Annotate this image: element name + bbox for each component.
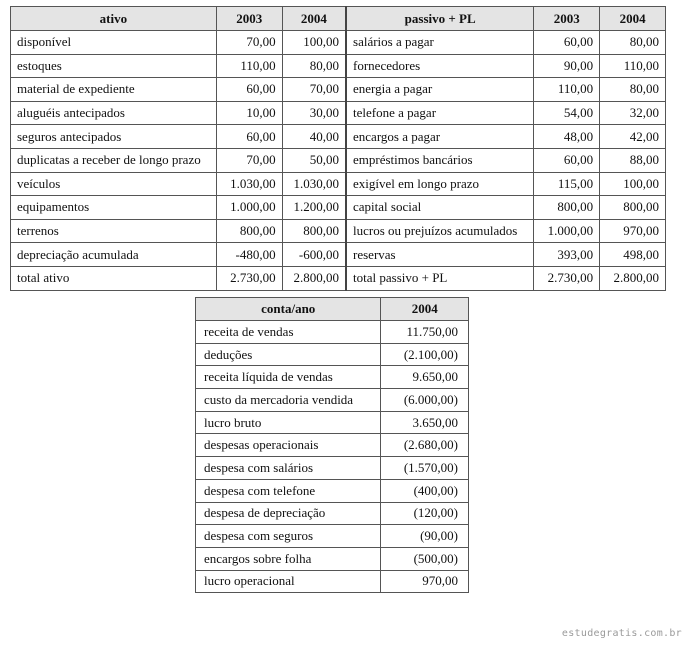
cell-valor-2004: 970,00 <box>381 570 469 593</box>
table-row <box>196 525 469 548</box>
cell-ativo-2004: 2.800,00 <box>282 266 346 290</box>
table-row <box>196 479 469 502</box>
cell-ativo-2004: -600,00 <box>282 243 346 267</box>
cell-passivo-item: empréstimos bancários <box>346 148 534 172</box>
table-row <box>11 172 666 196</box>
balance-sheet-table <box>10 6 666 291</box>
cell-passivo-item: telefone a pagar <box>346 101 534 125</box>
cell-passivo-2004: 42,00 <box>600 125 666 149</box>
cell-conta: lucro bruto <box>196 411 381 434</box>
balance-sheet-header-row <box>11 7 666 31</box>
cell-passivo-2003: 2.730,00 <box>534 266 600 290</box>
cell-ativo-2004: 70,00 <box>282 78 346 102</box>
cell-valor-2004: (90,00) <box>381 525 469 548</box>
cell-ativo-item: disponível <box>11 31 217 55</box>
cell-conta: despesa com salários <box>196 457 381 480</box>
header-conta-ano: conta/ano <box>196 298 381 321</box>
income-statement-table <box>195 297 469 593</box>
header-ativo-2004: 2004 <box>282 7 346 31</box>
cell-conta: despesas operacionais <box>196 434 381 457</box>
cell-ativo-item: depreciação acumulada <box>11 243 217 267</box>
cell-ativo-item: equipamentos <box>11 196 217 220</box>
cell-valor-2004: 3.650,00 <box>381 411 469 434</box>
cell-ativo-item: aluguéis antecipados <box>11 101 217 125</box>
cell-ativo-2003: 70,00 <box>216 31 282 55</box>
table-row <box>11 31 666 55</box>
cell-passivo-2003: 60,00 <box>534 148 600 172</box>
cell-passivo-2003: 393,00 <box>534 243 600 267</box>
cell-ativo-2004: 100,00 <box>282 31 346 55</box>
table-row <box>196 389 469 412</box>
table-row <box>196 502 469 525</box>
cell-ativo-2004: 1.200,00 <box>282 196 346 220</box>
cell-passivo-item: lucros ou prejuízos acumulados <box>346 219 534 243</box>
cell-passivo-2004: 970,00 <box>600 219 666 243</box>
cell-valor-2004: (1.570,00) <box>381 457 469 480</box>
table-row <box>11 243 666 267</box>
cell-conta: receita de vendas <box>196 321 381 344</box>
cell-passivo-2003: 48,00 <box>534 125 600 149</box>
cell-passivo-item: total passivo + PL <box>346 266 534 290</box>
cell-ativo-item: duplicatas a receber de longo prazo <box>11 148 217 172</box>
cell-valor-2004: (2.100,00) <box>381 343 469 366</box>
table-row <box>196 457 469 480</box>
cell-ativo-2003: 1.030,00 <box>216 172 282 196</box>
cell-conta: receita líquida de vendas <box>196 366 381 389</box>
header-passivo-2004: 2004 <box>600 7 666 31</box>
cell-valor-2004: 11.750,00 <box>381 321 469 344</box>
cell-passivo-2003: 110,00 <box>534 78 600 102</box>
income-statement-header-row <box>196 298 469 321</box>
cell-passivo-2004: 80,00 <box>600 78 666 102</box>
cell-ativo-item: seguros antecipados <box>11 125 217 149</box>
cell-ativo-2003: 10,00 <box>216 101 282 125</box>
cell-ativo-2003: 60,00 <box>216 78 282 102</box>
cell-valor-2004: (6.000,00) <box>381 389 469 412</box>
cell-passivo-item: encargos a pagar <box>346 125 534 149</box>
cell-ativo-2003: 70,00 <box>216 148 282 172</box>
cell-ativo-2003: 2.730,00 <box>216 266 282 290</box>
cell-passivo-2004: 2.800,00 <box>600 266 666 290</box>
table-row <box>196 547 469 570</box>
cell-conta: encargos sobre folha <box>196 547 381 570</box>
table-row <box>11 148 666 172</box>
table-row <box>196 411 469 434</box>
table-row <box>196 570 469 593</box>
cell-ativo-item: total ativo <box>11 266 217 290</box>
cell-passivo-item: exigível em longo prazo <box>346 172 534 196</box>
cell-ativo-2004: 800,00 <box>282 219 346 243</box>
header-ativo-2003: 2003 <box>216 7 282 31</box>
watermark: estudegratis.com.br <box>561 628 682 639</box>
cell-passivo-2004: 498,00 <box>600 243 666 267</box>
cell-conta: despesa com seguros <box>196 525 381 548</box>
cell-passivo-2004: 100,00 <box>600 172 666 196</box>
table-row <box>11 101 666 125</box>
cell-passivo-item: fornecedores <box>346 54 534 78</box>
table-row <box>11 54 666 78</box>
cell-passivo-2003: 1.000,00 <box>534 219 600 243</box>
cell-passivo-2003: 90,00 <box>534 54 600 78</box>
header-passivo-pl: passivo + PL <box>346 7 534 31</box>
table-row <box>196 434 469 457</box>
table-row <box>11 78 666 102</box>
cell-ativo-item: estoques <box>11 54 217 78</box>
cell-conta: despesa de depreciação <box>196 502 381 525</box>
cell-passivo-2004: 88,00 <box>600 148 666 172</box>
cell-passivo-2004: 110,00 <box>600 54 666 78</box>
cell-ativo-2004: 30,00 <box>282 101 346 125</box>
cell-ativo-2004: 50,00 <box>282 148 346 172</box>
cell-ativo-2004: 80,00 <box>282 54 346 78</box>
cell-conta: deduções <box>196 343 381 366</box>
table-row <box>11 219 666 243</box>
cell-passivo-2003: 54,00 <box>534 101 600 125</box>
cell-passivo-2003: 800,00 <box>534 196 600 220</box>
cell-passivo-item: reservas <box>346 243 534 267</box>
cell-ativo-item: material de expediente <box>11 78 217 102</box>
header-passivo-2003: 2003 <box>534 7 600 31</box>
cell-ativo-2003: -480,00 <box>216 243 282 267</box>
cell-valor-2004: (400,00) <box>381 479 469 502</box>
table-row <box>196 366 469 389</box>
cell-passivo-item: capital social <box>346 196 534 220</box>
header-ativo: ativo <box>11 7 217 31</box>
header-dre-2004: 2004 <box>381 298 469 321</box>
cell-passivo-2004: 32,00 <box>600 101 666 125</box>
table-row <box>11 196 666 220</box>
cell-passivo-2003: 60,00 <box>534 31 600 55</box>
cell-passivo-2003: 115,00 <box>534 172 600 196</box>
table-row <box>11 125 666 149</box>
cell-ativo-item: veículos <box>11 172 217 196</box>
cell-ativo-2003: 60,00 <box>216 125 282 149</box>
cell-conta: custo da mercadoria vendida <box>196 389 381 412</box>
cell-conta: despesa com telefone <box>196 479 381 502</box>
cell-passivo-2004: 80,00 <box>600 31 666 55</box>
cell-passivo-item: salários a pagar <box>346 31 534 55</box>
cell-ativo-2004: 1.030,00 <box>282 172 346 196</box>
cell-ativo-2004: 40,00 <box>282 125 346 149</box>
cell-passivo-item: energia a pagar <box>346 78 534 102</box>
cell-ativo-2003: 1.000,00 <box>216 196 282 220</box>
cell-valor-2004: 9.650,00 <box>381 366 469 389</box>
cell-ativo-item: terrenos <box>11 219 217 243</box>
cell-ativo-2003: 110,00 <box>216 54 282 78</box>
cell-valor-2004: (2.680,00) <box>381 434 469 457</box>
cell-passivo-2004: 800,00 <box>600 196 666 220</box>
cell-conta: lucro operacional <box>196 570 381 593</box>
table-row <box>196 321 469 344</box>
table-row <box>196 343 469 366</box>
table-row <box>11 266 666 290</box>
cell-ativo-2003: 800,00 <box>216 219 282 243</box>
cell-valor-2004: (120,00) <box>381 502 469 525</box>
cell-valor-2004: (500,00) <box>381 547 469 570</box>
